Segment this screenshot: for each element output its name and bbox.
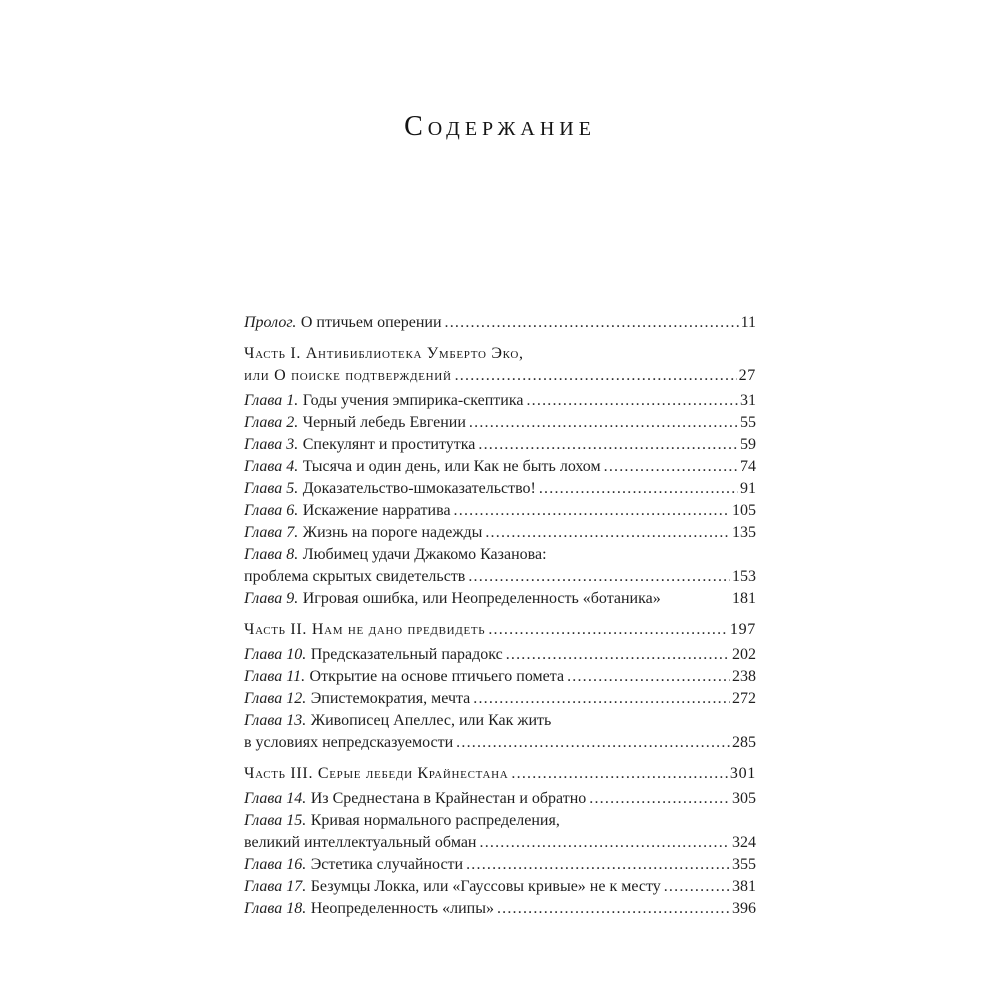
page-number: 135 [732,524,756,541]
chapter-label: Пролог. [244,314,297,331]
toc-entry-line [244,390,756,412]
entry-title: Безумцы Локка, или «Гауссовы кривые» не к месту [310,878,661,895]
toc-entry-line [244,666,756,688]
toc-section [244,619,756,754]
toc-entry-line [244,644,756,666]
entry-title: Эстетика случайности [310,856,464,873]
entry-title: Искажение нарратива [302,502,451,519]
dot-leader [480,832,731,854]
toc-chapter-list [244,390,756,610]
chapter-label: Глава 17. [244,878,307,895]
toc-entry-line [244,456,756,478]
chapter-label: Глава 9. [244,590,299,607]
table-of-contents [244,312,756,920]
page-number: 11 [740,314,756,331]
page-number: 181 [732,590,756,607]
entry-title: Спекулянт и проститутка [302,436,476,453]
toc-entry-line [244,588,756,610]
page-number: 74 [740,458,756,475]
entry-title: Любимец удачи Джакомо Казанова: [302,546,547,563]
entry-title: О птичьем оперении [300,314,442,331]
chapter-label: Глава 7. [244,524,299,541]
toc-part-heading-line [244,343,756,365]
entry-title: Неопределенность «липы» [310,900,494,917]
dot-leader [468,566,730,588]
toc-entry-line [244,788,756,810]
dot-leader [539,478,738,500]
toc-entry-line [244,412,756,434]
page-number: 197 [729,621,756,638]
toc-entry-line [244,854,756,876]
chapter-label: Глава 6. [244,502,299,519]
entry-title: Черный лебедь Евгении [302,414,466,431]
entry-title: великий интеллектуальный обман [244,834,477,851]
toc-entry-line [244,522,756,544]
chapter-label: Глава 12. [244,690,307,707]
page-number: 305 [732,790,756,807]
page-number: 105 [732,502,756,519]
dot-leader [497,898,730,920]
chapter-label: Глава 13. [244,712,307,729]
page-number: 285 [732,734,756,751]
page-number: 396 [732,900,756,917]
toc-chapter-list [244,644,756,754]
toc-entry-line [244,544,756,566]
page-number: 31 [740,392,756,409]
entry-title: или О поиске подтверждений [244,367,452,384]
chapter-label: Глава 1. [244,392,299,409]
page-number: 153 [732,568,756,585]
chapter-label: Глава 8. [244,546,299,563]
toc-chapter-list [244,788,756,920]
chapter-label: Глава 10. [244,646,307,663]
page-number: 91 [740,480,756,497]
dot-leader [473,688,730,710]
toc-entry-line [244,710,756,732]
chapter-label: Глава 3. [244,436,299,453]
dot-leader [664,876,730,898]
toc-section [244,763,756,920]
dot-leader [526,390,738,412]
toc-entry-line [244,434,756,456]
page-number: 238 [732,668,756,685]
entry-title: Жизнь на пороге надежды [302,524,483,541]
dot-leader [664,588,730,610]
dot-leader [506,644,730,666]
toc-entry-line [244,832,756,854]
toc-entry-line [244,500,756,522]
dot-leader [511,763,727,785]
chapter-label: Глава 15. [244,812,307,829]
entry-title: Тысяча и один день, или Как не быть лохом [302,458,601,475]
entry-title: Предсказательный парадокс [310,646,503,663]
chapter-label: Глава 11. [244,668,306,685]
entry-title: проблема скрытых свидетельств [244,568,466,585]
dot-leader [456,732,730,754]
entry-title: Открытие на основе птичьего помета [309,668,565,685]
chapter-label: Глава 14. [244,790,307,807]
entry-title: Годы учения эмпирика-скептика [302,392,524,409]
toc-entry-line [244,732,756,754]
entry-title: Доказательство-шмоказательство! [302,480,536,497]
page-number: 355 [732,856,756,873]
chapter-label: Глава 5. [244,480,299,497]
toc-entry-line [244,312,756,334]
entry-title: Часть II. Нам не дано предвидеть [244,621,486,638]
toc-entry-line [244,688,756,710]
toc-entry-line [244,810,756,832]
entry-title: Живописец Апеллес, или Как жить [310,712,552,729]
entry-title: Часть I. Антибиблиотека Умберто Эко, [244,345,524,362]
page-number: 272 [732,690,756,707]
toc-prologue [244,312,756,334]
chapter-label: Глава 18. [244,900,307,917]
dot-leader [604,456,738,478]
entry-title: в условиях непредсказуемости [244,734,454,751]
chapter-label: Глава 16. [244,856,307,873]
dot-leader [445,312,739,334]
dot-leader [478,434,738,456]
entry-title: Эпистемократия, мечта [310,690,471,707]
toc-part-heading-line [244,365,756,387]
dot-leader [455,365,737,387]
page-number: 301 [729,765,756,782]
page-number: 324 [732,834,756,851]
dot-leader [589,788,730,810]
toc-part-heading-line [244,763,756,785]
entry-title: Часть III. Серые лебеди Крайнестана [244,765,509,782]
toc-part-heading-line [244,619,756,641]
toc-entry-line [244,566,756,588]
dot-leader [466,854,730,876]
toc-section [244,343,756,610]
dot-leader [454,500,730,522]
page-number: 55 [740,414,756,431]
page-number: 27 [738,367,756,384]
toc-entry-line [244,478,756,500]
page-number: 202 [732,646,756,663]
page-number: 59 [740,436,756,453]
dot-leader [488,619,728,641]
chapter-label: Глава 4. [244,458,299,475]
entry-title: Игровая ошибка, или Неопределенность «ботаника» [302,590,661,607]
dot-leader [567,666,730,688]
page-number: 381 [732,878,756,895]
page-title: Содержание [404,111,596,142]
toc-entry-line [244,898,756,920]
entry-title: Кривая нормального распределения, [310,812,560,829]
toc-entry-line [244,876,756,898]
dot-leader [469,412,738,434]
dot-leader [485,522,730,544]
chapter-label: Глава 2. [244,414,299,431]
entry-title: Из Среднестана в Крайнестан и обратно [310,790,587,807]
